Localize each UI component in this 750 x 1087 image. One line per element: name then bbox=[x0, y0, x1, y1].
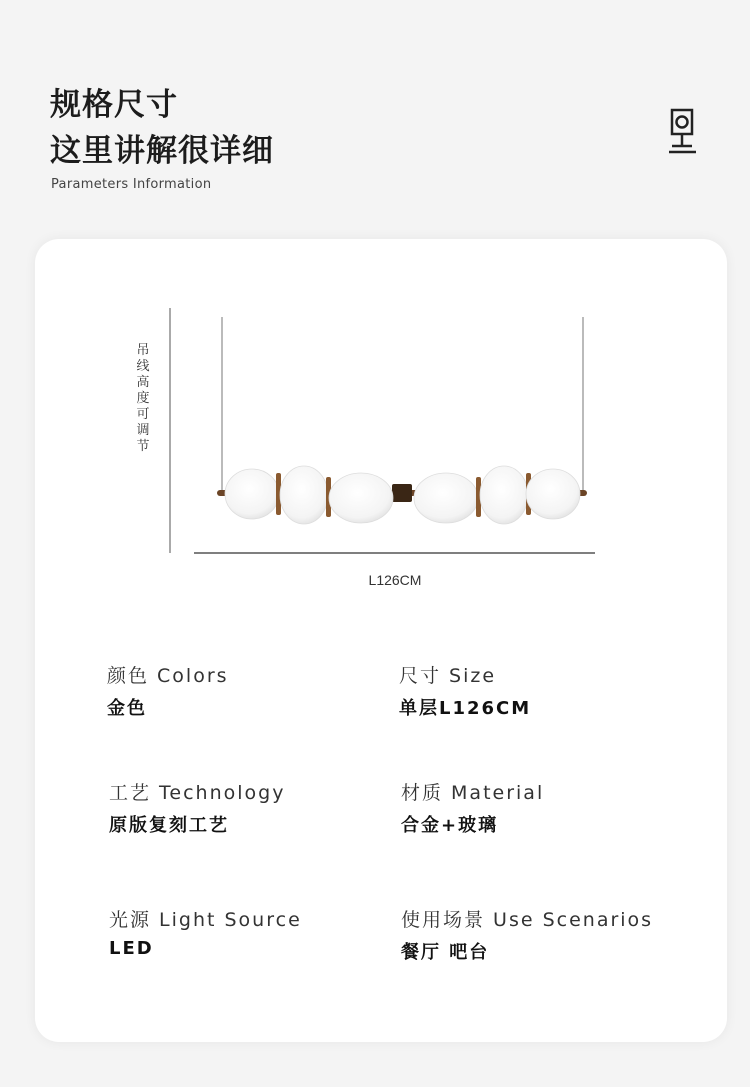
glass-bead bbox=[414, 473, 478, 523]
glass-bead bbox=[280, 466, 328, 524]
page-title-line-1: 规格尺寸 bbox=[50, 87, 178, 123]
glass-bead bbox=[526, 469, 580, 519]
spec-material bbox=[401, 778, 544, 837]
spec-value: 金色 bbox=[107, 698, 147, 719]
glass-bead bbox=[480, 466, 528, 524]
spec-size bbox=[399, 661, 531, 720]
spec-use-scenarios bbox=[401, 905, 653, 964]
spec-technology bbox=[109, 778, 285, 837]
length-label: L126CM bbox=[368, 572, 422, 588]
glass-bead bbox=[329, 473, 393, 523]
center-connector bbox=[392, 484, 412, 502]
spec-label: 工艺 Technology bbox=[109, 782, 286, 804]
spec-card bbox=[35, 239, 727, 1042]
spec-label: 尺寸 Size bbox=[399, 665, 497, 687]
spec-light-source bbox=[109, 905, 302, 959]
spec-label: 使用场景 Use Scenarios bbox=[401, 909, 654, 931]
page-subtitle: Parameters Information bbox=[51, 177, 212, 192]
spec-value: LED bbox=[109, 938, 154, 959]
spec-value: 餐厅 吧台 bbox=[401, 942, 490, 963]
spec-value: 合金+玻璃 bbox=[401, 815, 499, 836]
spec-label: 颜色 Colors bbox=[107, 665, 229, 687]
spec-colors bbox=[107, 661, 229, 720]
spec-value: 单层L126CM bbox=[399, 698, 532, 719]
glass-bead bbox=[225, 469, 279, 519]
cable-height-label: 吊线高度可调节 bbox=[136, 343, 150, 454]
page-title-line-2: 这里讲解很详细 bbox=[50, 133, 274, 169]
spec-label: 材质 Material bbox=[401, 782, 545, 804]
lamp-stand-icon bbox=[666, 108, 698, 156]
page-title bbox=[50, 82, 274, 174]
spec-value: 原版复刻工艺 bbox=[109, 815, 229, 836]
spec-label: 光源 Light Source bbox=[109, 909, 302, 931]
